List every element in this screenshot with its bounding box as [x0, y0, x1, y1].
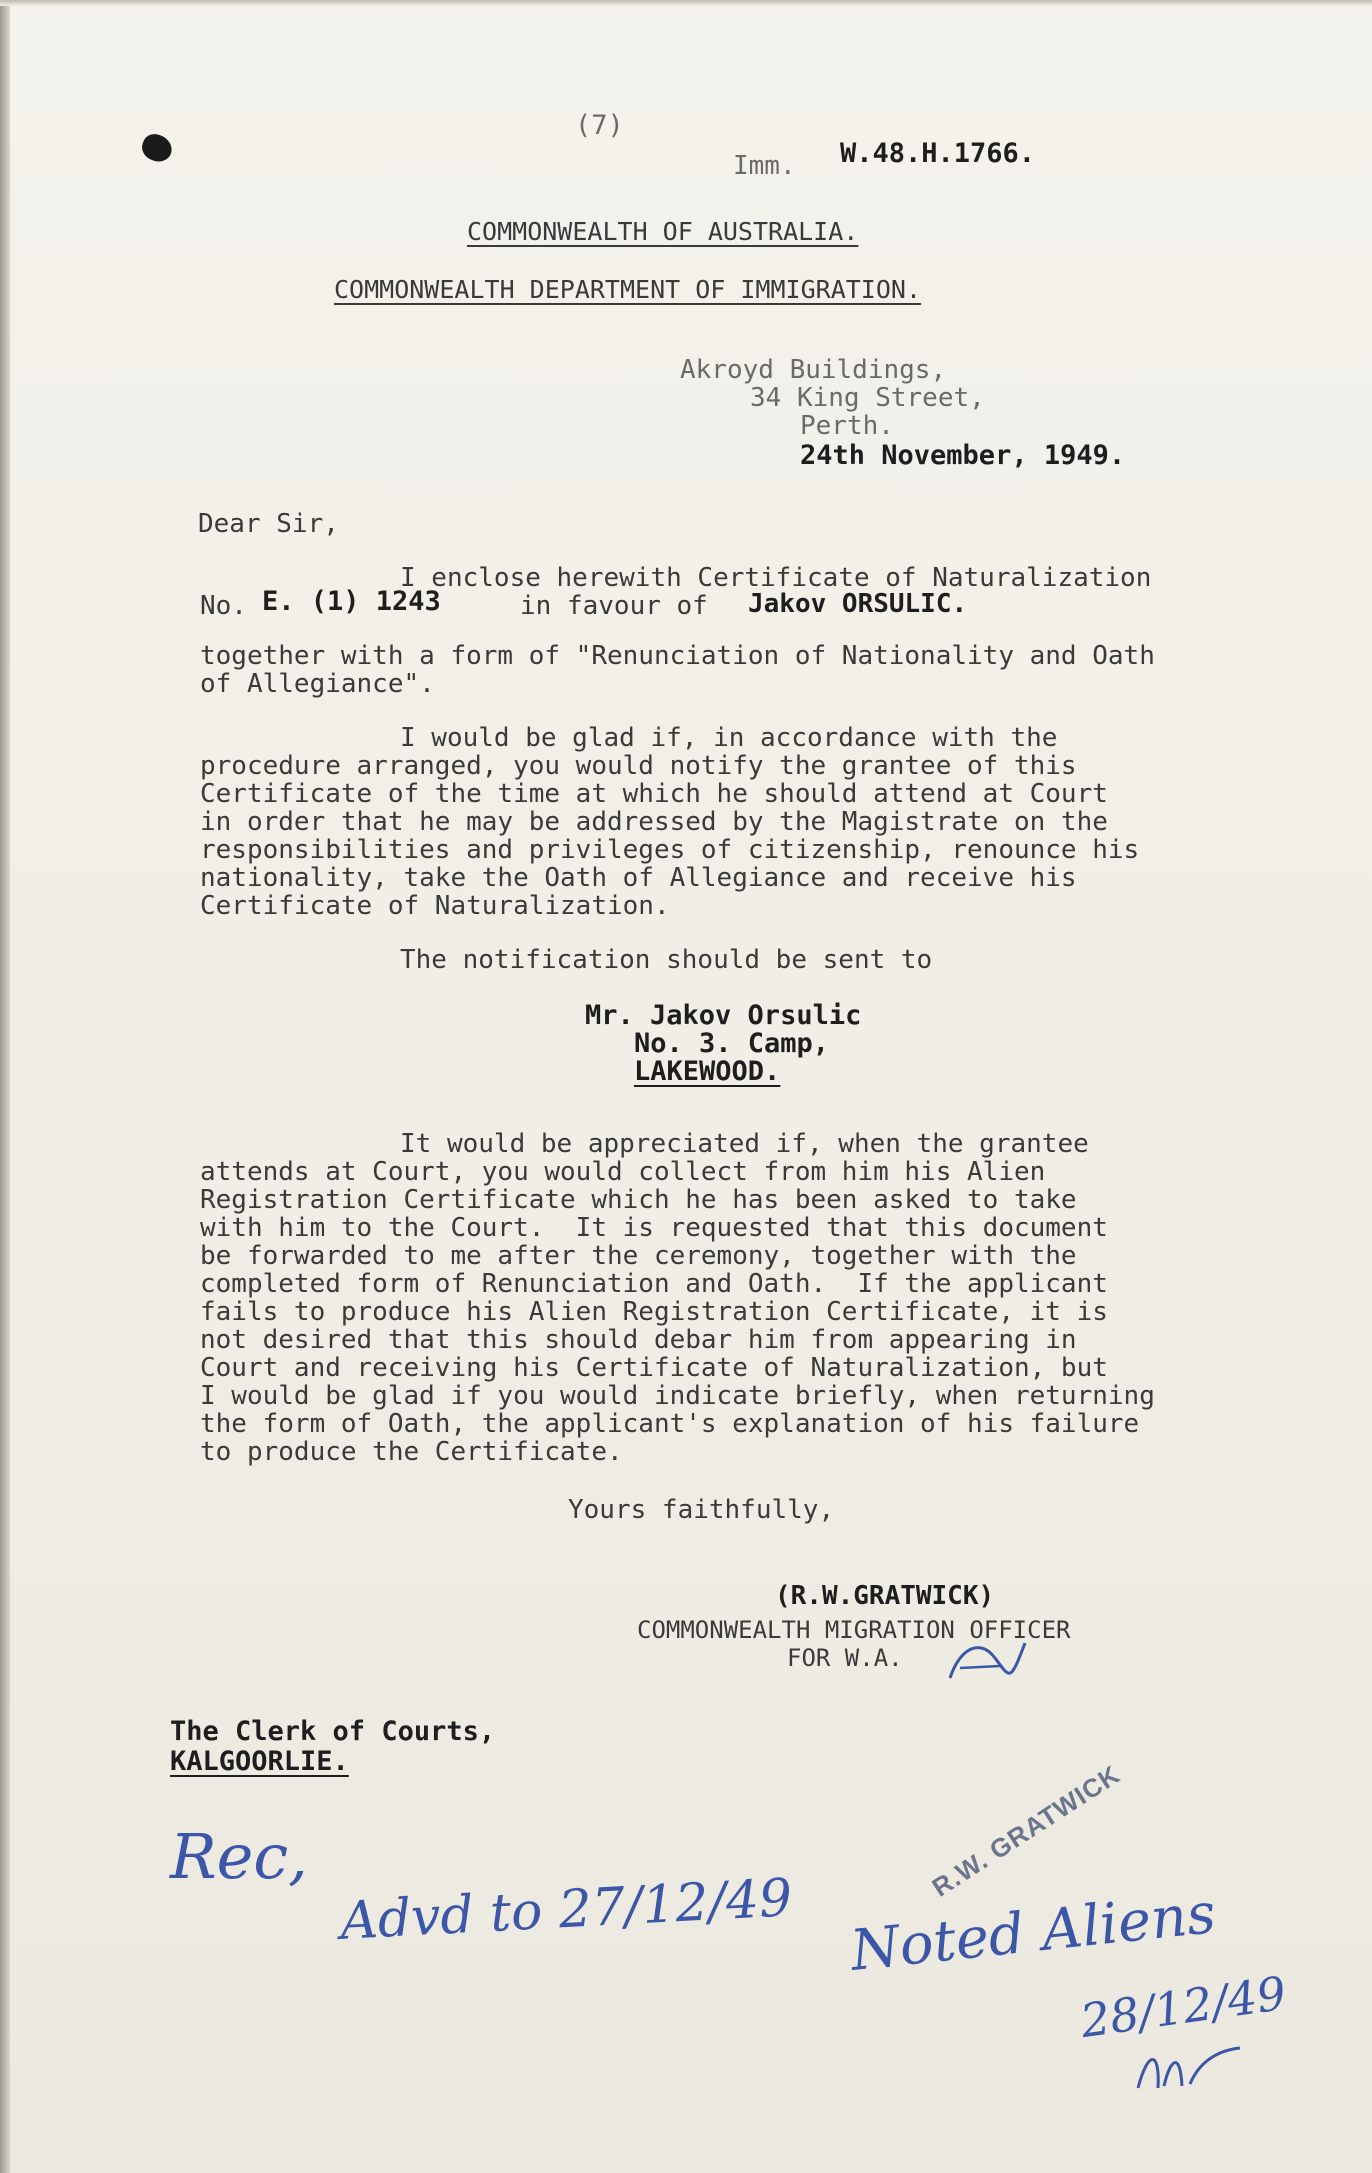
para4-line: fails to produce his Alien Registration Certificate, it is	[200, 1297, 1108, 1327]
address-building: Akroyd Buildings,	[680, 355, 947, 385]
handwritten-date: 28/12/49	[1077, 1965, 1290, 2049]
para4-line: Court and receiving his Certificate of Naturalization, but	[200, 1353, 1108, 1383]
recipient-place: LAKEWOOD.	[634, 1056, 781, 1087]
reference-number: W.48.H.1766.	[840, 138, 1036, 169]
signatory-region: FOR W.A.	[787, 1644, 903, 1672]
para3-line: The notification should be sent to	[400, 945, 933, 975]
certificate-number: E. (1) 1243	[262, 586, 441, 617]
handwritten-noted-aliens: Noted Aliens	[847, 1881, 1219, 1984]
signatory-title: COMMONWEALTH MIGRATION OFFICER	[637, 1616, 1071, 1644]
para1-in-favour: in favour of	[520, 591, 708, 621]
recipient-name: Mr. Jakov Orsulic	[585, 1000, 862, 1031]
letter-date: 24th November, 1949.	[800, 440, 1126, 471]
para2-line: in order that he may be addressed by the Magistrate on the	[200, 807, 1108, 837]
handwritten-initials	[1130, 2040, 1250, 2100]
reference-prefix: Imm.	[733, 151, 796, 181]
page-left-edge	[0, 0, 10, 2173]
grantee-name: Jakov ORSULIC.	[748, 589, 968, 619]
address-city: Perth.	[800, 411, 894, 441]
officer-stamp: R.W. GRATWICK	[926, 1758, 1126, 1903]
para2-line: procedure arranged, you would notify the grantee of this	[200, 751, 1077, 781]
para4-line: be forwarded to me after the ceremony, together with the	[200, 1241, 1077, 1271]
initials-signature	[940, 1628, 1030, 1688]
address-street: 34 King Street,	[750, 383, 985, 413]
para1-no-label: No.	[200, 591, 247, 621]
page-number: (7)	[575, 110, 624, 141]
addressee-line1: The Clerk of Courts,	[170, 1716, 496, 1747]
handwritten-advised: Advd to 27/12/49	[338, 1868, 794, 1952]
page-top-edge	[0, 0, 1372, 6]
para4-line: with him to the Court. It is requested that this document	[200, 1213, 1108, 1243]
para4-line: to produce the Certificate.	[200, 1437, 623, 1467]
para4-line: Registration Certificate which he has been asked to take	[200, 1185, 1077, 1215]
para1-line1: I enclose herewith Certificate of Naturalization	[400, 563, 1152, 593]
signatory-name: (R.W.GRATWICK)	[775, 1581, 995, 1611]
para4-line: attends at Court, you would collect from him his Alien	[200, 1157, 1046, 1187]
para4-line: not desired that this should debar him from appearing in	[200, 1325, 1077, 1355]
para2-line: I would be glad if, in accordance with the	[400, 723, 1058, 753]
para1-line3: together with a form of "Renunciation of Nationality and Oath	[200, 641, 1155, 671]
title-commonwealth: COMMONWEALTH OF AUSTRALIA.	[467, 217, 859, 246]
salutation: Dear Sir,	[198, 509, 339, 539]
para2-line: Certificate of the time at which he should attend at Court	[200, 779, 1108, 809]
para2-line: nationality, take the Oath of Allegiance and receive his	[200, 863, 1077, 893]
closing: Yours faithfully,	[568, 1495, 835, 1525]
addressee-line2: KALGOORLIE.	[170, 1746, 349, 1777]
para2-line: responsibilities and privileges of citizenship, renounce his	[200, 835, 1140, 865]
recipient-camp: No. 3. Camp,	[634, 1028, 830, 1059]
para4-line: completed form of Renunciation and Oath. If the applicant	[200, 1269, 1108, 1299]
para2-line: Certificate of Naturalization.	[200, 891, 670, 921]
title-department: COMMONWEALTH DEPARTMENT OF IMMIGRATION.	[334, 275, 921, 304]
para1-line4: of Allegiance".	[200, 669, 435, 699]
para4-line: the form of Oath, the applicant's explanation of his failure	[200, 1409, 1140, 1439]
punch-hole-mark	[138, 131, 175, 166]
para4-line: I would be glad if you would indicate briefly, when returning	[200, 1381, 1155, 1411]
handwritten-received: Rec,	[170, 1820, 308, 1893]
para4-line: It would be appreciated if, when the grantee	[400, 1129, 1089, 1159]
